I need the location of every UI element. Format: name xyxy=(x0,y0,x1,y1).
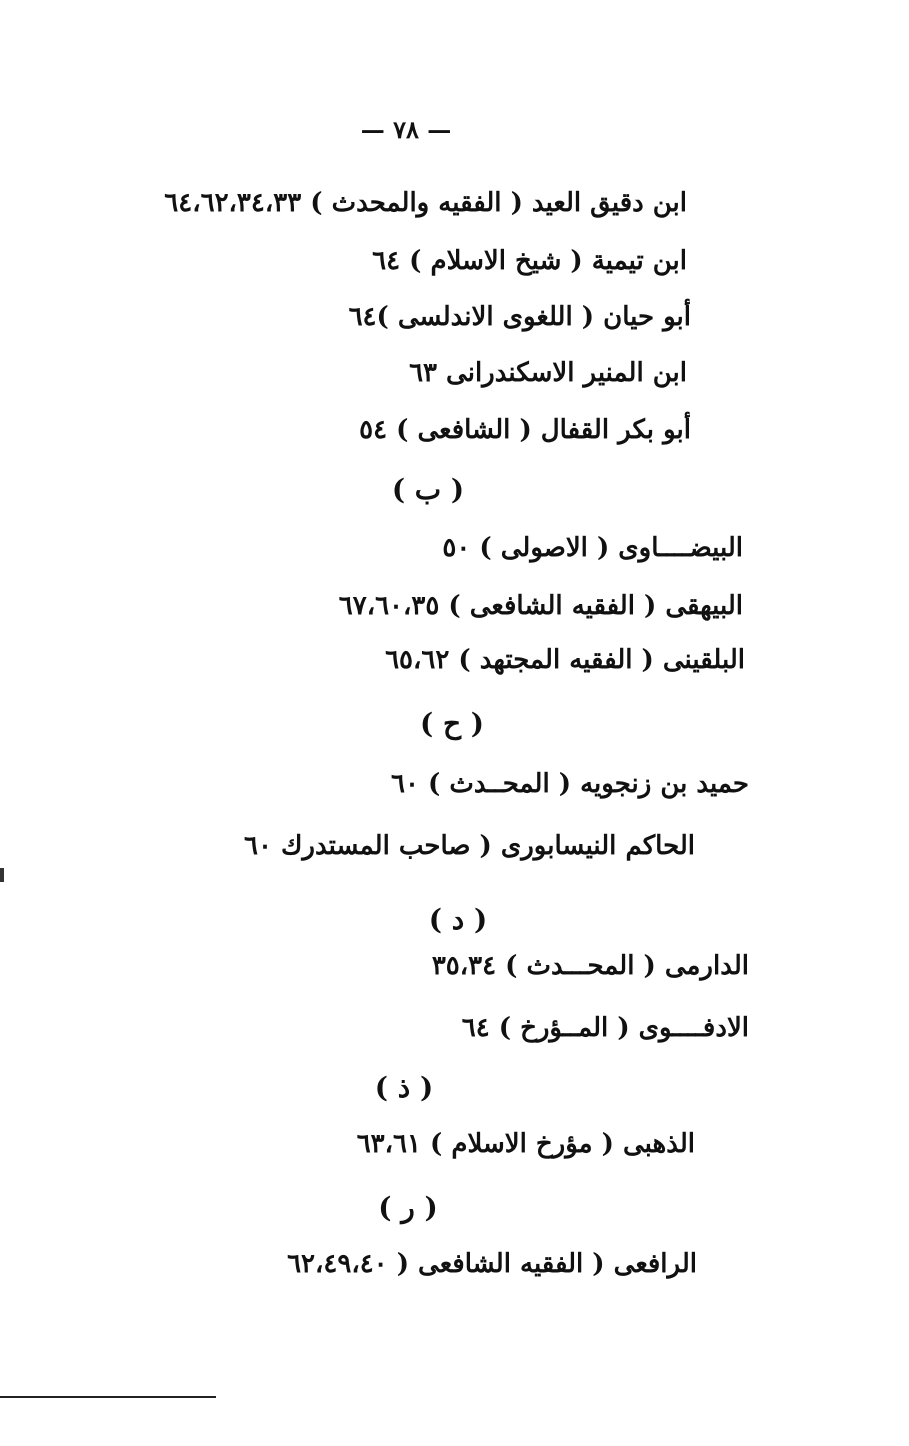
index-entry-al-adfuwi: الادفــــوى ( المــؤرخ ) ٦٤ xyxy=(461,1013,749,1043)
page-number: — ٧٨ — xyxy=(360,115,452,144)
section-heading-ra: ( ر ) xyxy=(378,1191,438,1224)
index-entry-abu-hayyan: أبو حيان ( اللغوى الاندلسى )٦٤ xyxy=(348,302,691,332)
index-entry-ibn-taymiyya: ابن تيمية ( شيخ الاسلام ) ٦٤ xyxy=(372,246,687,276)
index-entry-abu-bakr-al-qaffal: أبو بكر القفال ( الشافعى ) ٥٤ xyxy=(359,415,691,445)
scan-edge-mark xyxy=(0,868,4,882)
section-heading-ha: ( ح ) xyxy=(419,707,485,740)
index-entry-ibn-al-munir: ابن المنير الاسكندرانى ٦٣ xyxy=(409,358,687,388)
index-entry-al-dhahabi: الذهبى ( مؤرخ الاسلام ) ٦٣،٦١ xyxy=(356,1129,695,1159)
section-heading-dal: ( د ) xyxy=(428,903,488,936)
index-entry-al-baydawi: البيضــــاوى ( الاصولى ) ٥٠ xyxy=(442,533,743,563)
index-entry-al-darimi: الدارمى ( المحـــدث ) ٣٥،٣٤ xyxy=(431,951,749,981)
section-heading-dhal: ( ذ ) xyxy=(374,1071,434,1104)
index-entry-humayd-ibn-zanjawayh: حميد بن زنجويه ( المحــدث ) ٦٠ xyxy=(391,769,749,799)
index-entry-al-rafii: الرافعى ( الفقيه الشافعى ( ٦٢،٤٩،٤٠ xyxy=(287,1249,697,1279)
index-entry-al-bayhaqi: البيهقى ( الفقيه الشافعى ) ٦٧،٦٠،٣٥ xyxy=(338,591,743,621)
index-entry-al-bulqini: البلقينى ( الفقيه المجتهد ) ٦٥،٦٢ xyxy=(385,645,745,675)
section-heading-ba: ( ب ) xyxy=(391,473,465,506)
bottom-rule xyxy=(0,1396,216,1398)
index-entry-ibn-daqiq-al-id: ابن دقيق العيد ( الفقيه والمحدث ) ٦٤،٦٢،٣٤،٣٣ xyxy=(164,188,687,218)
index-entry-al-hakim-al-naysaburi: الحاكم النيسابورى ( صاحب المستدرك ٦٠ xyxy=(243,831,695,861)
